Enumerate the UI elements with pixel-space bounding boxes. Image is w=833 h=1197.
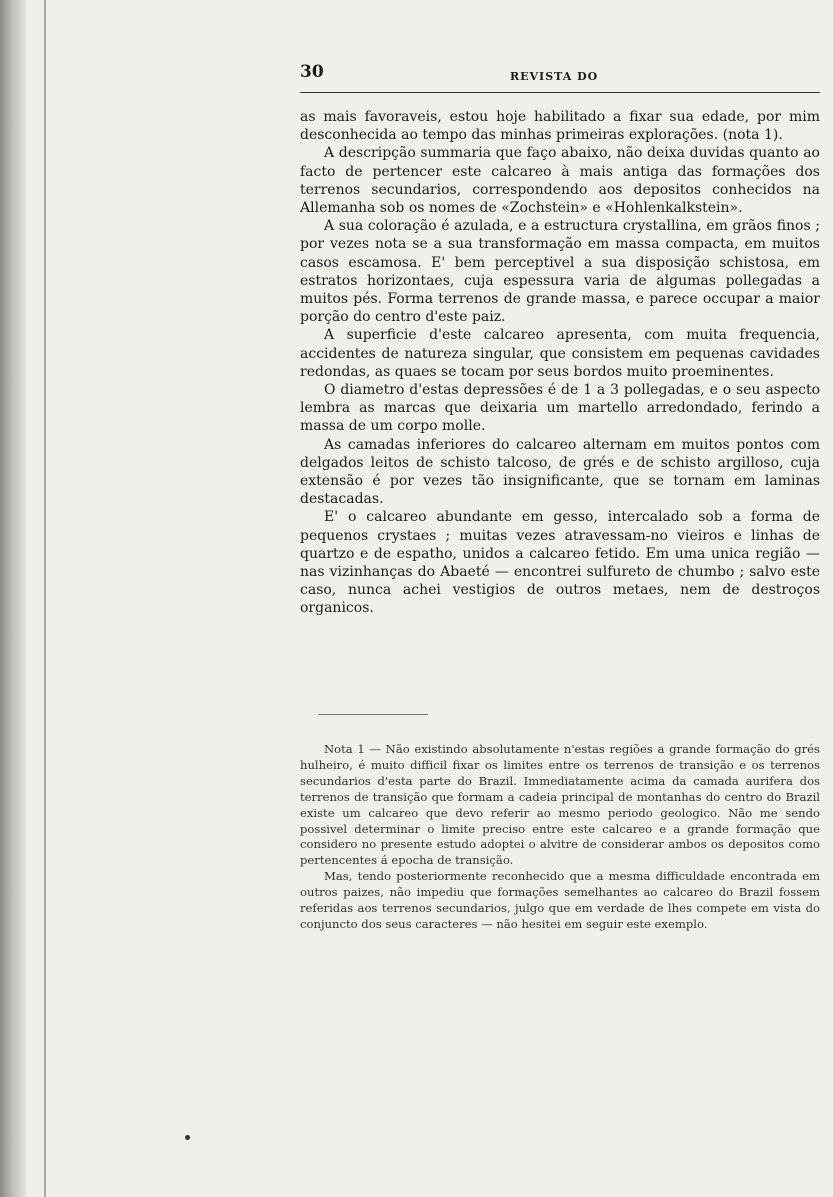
- body-paragraph: A superficie d'este calcareo apresenta, com muita frequencia, accidentes de natureza singular, que consistem em pequenas cavidades redondas, as quaes se tocam por seus bordos muito proeminentes.: [300, 327, 820, 380]
- page-header: [300, 62, 820, 90]
- body-paragraph: O diametro d'estas depressões é de 1 a 3 pollegadas, e o seu aspecto lembra as marcas que deixaria um martello arredondado, ferindo a massa de um corpo molle.: [300, 382, 820, 435]
- ink-speck: [185, 1135, 190, 1140]
- footnote-paragraph: Nota 1 — Não existindo absolutamente n'estas regiões a grande formação do grés hulheiro, é muito difficil fixar os limites entre os terrenos de transição e os terrenos secundarios d'esta parte do Brazil. Immediatamente acima da camada aurifera dos terrenos de transição que formam a cadeia principal de montanhas do centro do Brazil existe um calcareo que devo referir ao mesmo periodo geologico. Não me sendo possivel determinar o limite preciso entre este calcareo e a grande formação que considero no presente estudo adoptei o alvitre de considerar ambos os depositos como pertencentes á epocha de transição.: [300, 742, 820, 868]
- footnote-text: [300, 742, 820, 933]
- footnote-rule: [318, 714, 428, 716]
- body-paragraph: E' o calcareo abundante em gesso, intercalado sob a forma de pequenos crystaes ; muitas vezes atravessam-no vieiros e linhas de quartzo e de espatho, unidos a calcareo fetido. Em uma unica região — nas vizinhanças do Abaeté — encontrei sulfureto de chumbo ; salvo este caso, nunca achei vestigios de outros metaes, nem de destroços organicos.: [300, 509, 820, 617]
- running-title: REVISTA DO: [510, 70, 599, 83]
- footnote-paragraph: Mas, tendo posteriormente reconhecido que a mesma difficuldade encontrada em outros paizes, não impediu que formações semelhantes ao calcareo do Brazil fossem referidas aos terrenos secundarios, julgo que em verdade de lhes compete em vista do conjuncto dos seus caracteres — não hesitei em seguir este exemplo.: [300, 869, 820, 931]
- page-number: 30: [300, 62, 324, 82]
- body-paragraph: A sua coloração é azulada, e a estructura crystallina, em grãos finos ; por vezes nota se a sua transformação em massa compacta, em muitos casos escamosa. E' bem perceptivel a sua disposição schistosa, em estratos horizontaes, cuja espessura varia de algumas pollegadas a muitos pés. Forma terrenos de grande massa, e parece occupar a maior porção do centro d'este paiz.: [300, 218, 820, 326]
- header-rule: [300, 92, 820, 94]
- main-text: [300, 108, 820, 618]
- page-binding-shadow: [0, 0, 26, 1197]
- body-paragraph: A descripção summaria que faço abaixo, não deixa duvidas quanto ao facto de pertencer este calcareo à mais antiga das formações dos terrenos secundarios, correspondendo aos depositos conhecidos na Allemanha sob os nomes de «Zochstein» e «Hohlenkalkstein».: [300, 145, 820, 217]
- gutter-line: [44, 0, 46, 1197]
- body-paragraph: as mais favoraveis, estou hoje habilitado a fixar sua edade, por mim desconhecida ao tempo das minhas primeiras explorações. (nota 1).: [300, 109, 820, 144]
- body-paragraph: As camadas inferiores do calcareo alternam em muitos pontos com delgados leitos de schisto talcoso, de grés e de schisto argilloso, cuja extensão é por vezes tão insignificante, que se tornam em laminas destacadas.: [300, 436, 820, 508]
